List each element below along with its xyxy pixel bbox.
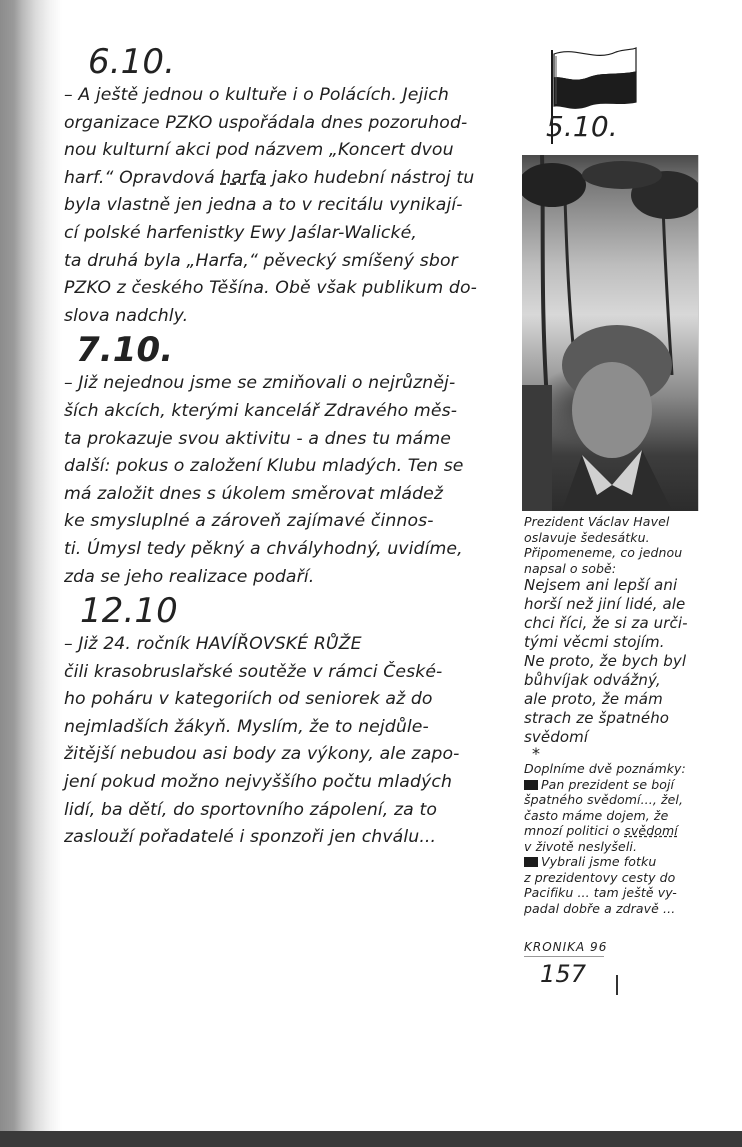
quote-line: chci říci, že si za urči- [524,614,688,632]
entry-line: ho poháru v kategoriích od seniorek až do [64,689,433,710]
entry-line: čili krasobruslařské soutěže v rámci České- [64,661,443,682]
entry-line [64,165,510,193]
caption-line: oslavuje šedesátku. [524,529,650,545]
underlined-word: harfa [220,167,267,188]
note-line: v životě neslyšeli. [524,838,638,854]
note-text: Vybrali jsme fotku [541,854,657,869]
entry-7-10 [64,330,510,591]
caption-line: Připomeneme, co jednou [524,545,683,560]
entry-text: harf.“ Opravdová [64,167,221,188]
note-line: padal dobře a zdravě ... [524,900,676,916]
entry-date: 6.10. [88,42,176,82]
entry-line: další: pokus o založení Klubu mladých. Ten se [64,456,464,477]
note-line: Pacifiku ... tam ještě vy- [524,885,677,900]
entry-line: zaslouží pořadatelé i sponzoři jen chválu... [64,827,437,848]
entry-line: ších akcích, kterými kancelář Zdravého měs- [64,400,458,421]
page-number-tick [616,975,618,995]
entry-12-10 [64,591,510,852]
entry-line: nou kulturní akci pod názvem „Koncert dvou [64,140,454,161]
quote-line: tými věcmi stojím. [524,633,665,651]
entry-line: – Již nejednou jsme se zmiňovali o nejrůzněj- [64,373,456,394]
entry-line: PZKO z českého Těšína. Obě však publikum do- [64,278,477,299]
quote-line: svědomí [524,728,589,746]
quote-line: Nejsem ani lepší ani [524,576,678,594]
entry-text: jako hudební nástroj tu [266,167,475,188]
quote-line: strach ze špatného [524,709,670,727]
square-bullet-icon [524,780,538,790]
note-line: špatného svědomí..., žel, [524,792,684,807]
entry-date: 7.10. [76,330,174,371]
entry-line: ke smysluplné a zároveň zajímavé činnos- [64,511,434,532]
quote-line: horší než jiní lidé, ale [524,595,686,613]
photo-edge-rule [698,155,699,511]
underlined-word: svědomí [624,823,678,838]
entry-line: ta druhá byla „Harfa,“ pěvecký smíšený sbor [64,250,458,271]
entry-line: žitější nebudou asi body za výkony, ale zapo- [64,744,460,765]
chronicle-label: KRONIKA 96 [524,940,608,954]
entry-line: – A ještě jednou o kultuře i o Polácích. Jejich [64,85,449,105]
note-text: Pan prezident se bojí [541,776,675,792]
quote-line: Ne proto, že bych byl [524,652,687,670]
note-text: mnozí politici o [524,823,625,838]
caption-line: Prezident Václav Havel [524,514,670,529]
entry-line: cí polské harfenistky Ewy Jaślar-Walické, [64,222,417,243]
entry-line: má založit dnes s úkolem směrovat mládež [64,483,444,504]
quote-line: bůhvíjak odvážný, [524,671,661,689]
asterisk-mark: * [532,744,541,763]
notes-intro: Doplníme dvě poznámky: [524,761,686,776]
entry-line: ta prokazuje svou aktivitu - a dnes tu máme [64,428,452,449]
photo-caption [524,514,736,916]
note-line [524,854,736,870]
entry-line: lidí, ba dětí, do sportovního zápolení, za to [64,799,437,820]
entry-line: – Již 24. ročník HAVÍŘOVSKÉ RŮŽE [64,634,362,655]
entry-line: ti. Úmysl tedy pěkný a chvályhodný, uvidíme, [64,538,463,559]
note-line: z prezidentovy cesty do [524,869,676,885]
entry-line: byla vlastně jen jedna a to v recitálu vynikají- [64,195,463,216]
entry-line: organizace PZKO uspořádala dnes pozoruhod- [64,112,468,133]
caption-line: napsal o sobě: [524,560,617,576]
photo-havel [522,155,698,511]
entry-6-10 [64,42,510,330]
scan-bottom-edge [0,1131,742,1147]
entry-line: slova nadchly. [64,305,189,326]
note-line: často máme dojem, že [524,807,669,823]
note-line [524,823,736,839]
entry-date: 12.10 [80,591,178,632]
page-number: 157 [540,960,587,988]
sidebar-date: 5.10. [546,110,618,143]
note-line [524,777,736,793]
square-bullet-icon [524,857,538,867]
entry-line: zda se jeho realizace podaří. [64,566,315,587]
entry-line: nejmladších žákyň. Myslím, že to nejdůle- [64,716,429,737]
quote-line: ale proto, že mám [524,690,663,708]
journal-column [64,42,510,852]
page-number-rule [524,956,604,957]
entry-line: jení pokud možno nejvyššího počtu mladých [64,772,453,793]
